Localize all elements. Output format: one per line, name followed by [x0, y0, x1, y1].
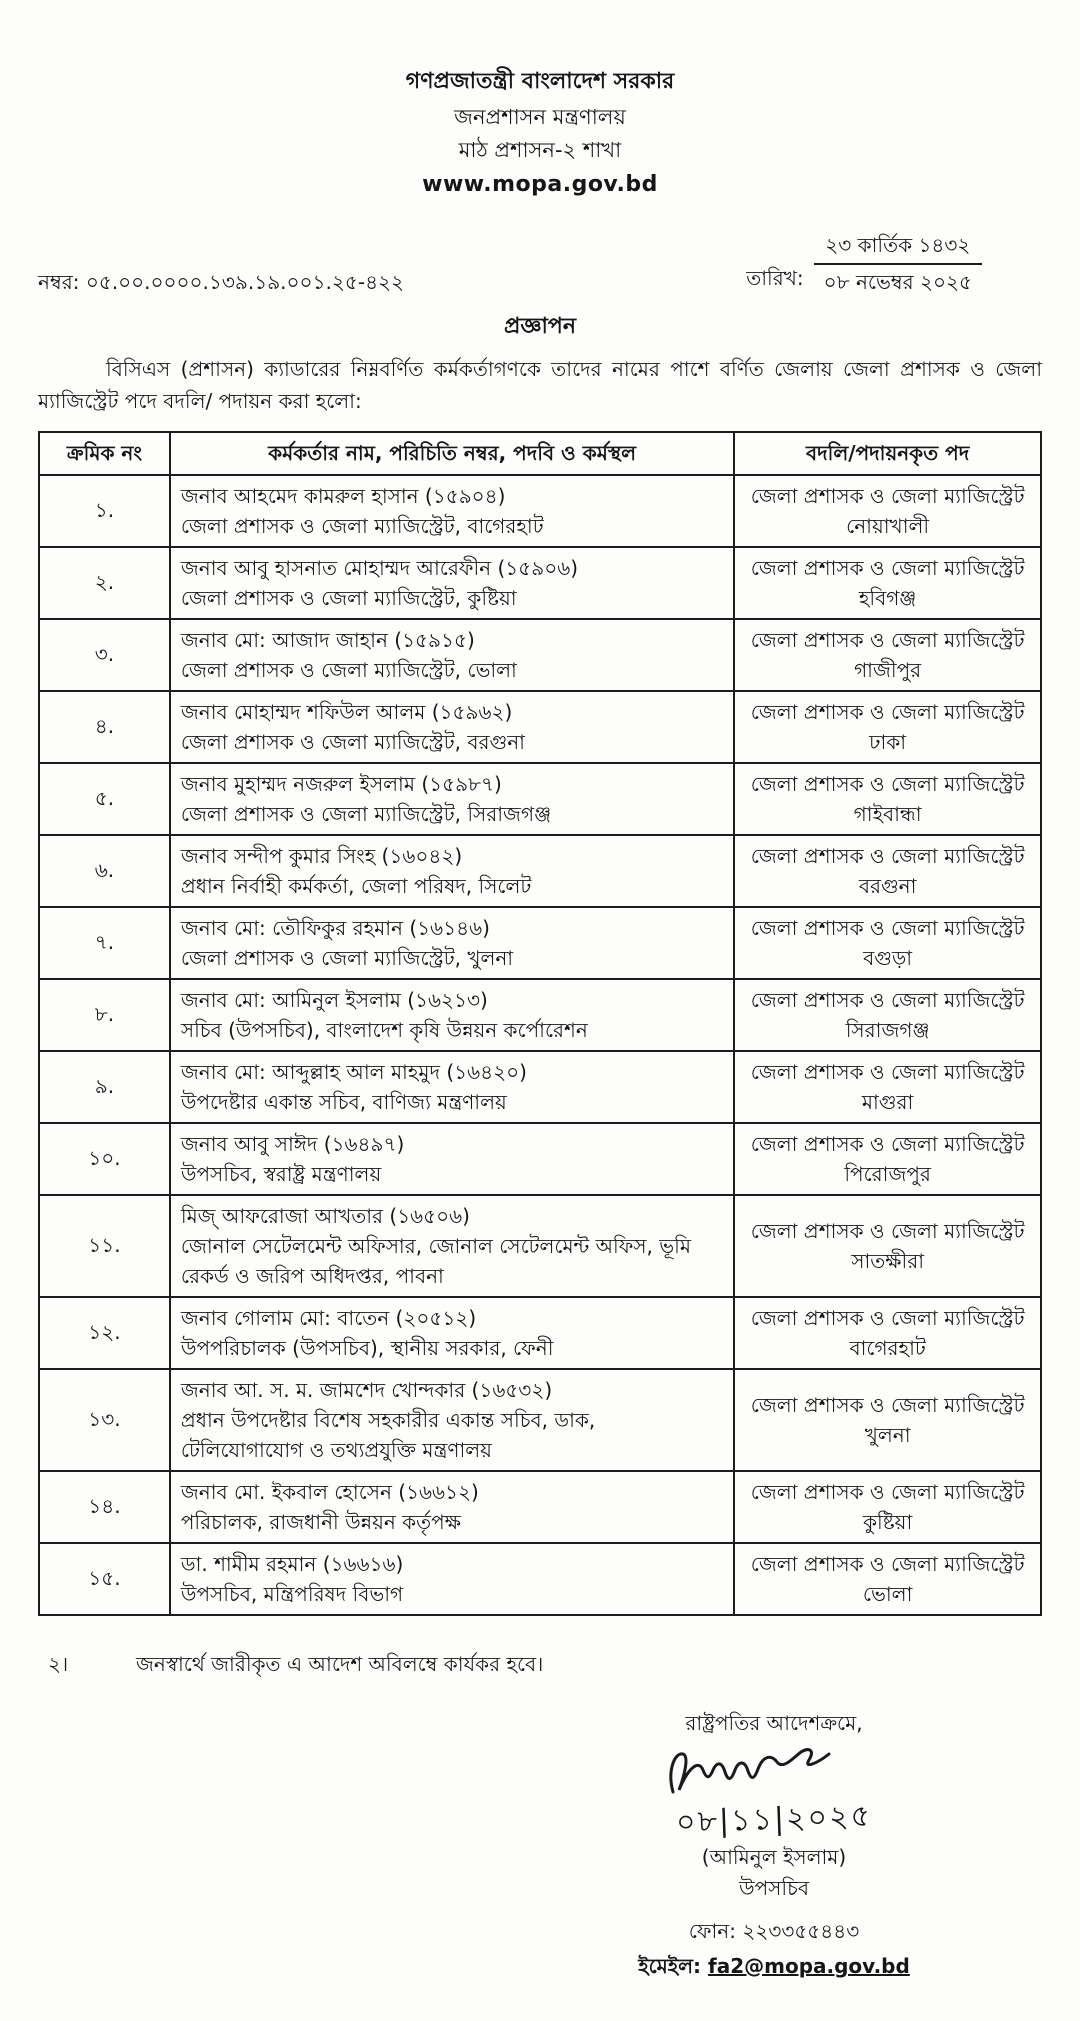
- serial-number: ১৫.: [39, 1543, 170, 1615]
- header-officer-details: কর্মকর্তার নাম, পরিচিতি নম্বর, পদবি ও কর্মস্থল: [170, 432, 734, 475]
- serial-number: ৫.: [39, 763, 170, 835]
- new-post-line: বগুড়া: [863, 945, 913, 970]
- phone-number: ২২৩৩৫৫৪৪৩: [742, 1919, 860, 1944]
- new-post-line: জেলা প্রশাসক ও জেলা ম্যাজিস্ট্রেট: [750, 1305, 1025, 1330]
- officer-detail-line: সচিব (উপসচিব), বাংলাদেশ কৃষি উন্নয়ন কর্পোরেশন: [180, 1017, 588, 1042]
- handwritten-date: ০৮|১১|২০২৫: [675, 1798, 873, 1840]
- officer-detail-line: জনাব আবু সাঈদ (১৬৪৯৭): [180, 1131, 405, 1156]
- closing-text: জনস্বার্থে জারীকৃত এ আদেশ অবিলম্বে কার্যকর হবে।: [136, 1651, 544, 1676]
- serial-number: ৮.: [39, 979, 170, 1051]
- table-row: [39, 835, 1041, 907]
- new-post-cell: [734, 763, 1041, 835]
- memo-number-label: নম্বর:: [38, 269, 80, 294]
- table-row: [39, 547, 1041, 619]
- memo-meta-row: [38, 231, 1042, 297]
- new-post-cell: [734, 547, 1041, 619]
- new-post-line: ঢাকা: [869, 729, 907, 754]
- new-post-line: জেলা প্রশাসক ও জেলা ম্যাজিস্ট্রেট: [750, 555, 1025, 580]
- ministry-website: www.mopa.gov.bd: [422, 171, 658, 197]
- table-row: [39, 691, 1041, 763]
- serial-number: ১.: [39, 475, 170, 547]
- new-post-line: জেলা প্রশাসক ও জেলা ম্যাজিস্ট্রেট: [750, 771, 1025, 796]
- new-post-line: কুষ্টিয়া: [862, 1509, 913, 1534]
- header-serial: ক্রমিক নং: [39, 432, 170, 475]
- new-post-line: জেলা প্রশাসক ও জেলা ম্যাজিস্ট্রেট: [750, 1218, 1025, 1243]
- officer-details-cell: [170, 763, 734, 835]
- officer-detail-line: জেলা প্রশাসক ও জেলা ম্যাজিস্ট্রেট, বরগুনা: [180, 729, 525, 754]
- officer-detail-line: মিজ্ আফরোজা আখতার (১৬৫০৬): [180, 1203, 470, 1228]
- serial-number: ১২.: [39, 1297, 170, 1369]
- signature-block: [554, 1709, 994, 1982]
- government-name: গণপ্রজাতন্ত্রী বাংলাদেশ সরকার: [405, 69, 675, 94]
- officer-detail-line: জোনাল সেটেলমেন্ট অফিসার, জোনাল সেটেলমেন্ট অফিস, ভূমি রেকর্ড ও জরিপ অধিদপ্তর, পাবনা: [180, 1233, 691, 1288]
- table-row: [39, 1543, 1041, 1615]
- closing-paragraph: [38, 1650, 1042, 1679]
- new-post-line: জেলা প্রশাসক ও জেলা ম্যাজিস্ট্রেট: [750, 987, 1025, 1012]
- serial-number: ১৩.: [39, 1369, 170, 1471]
- new-post-cell: [734, 1471, 1041, 1543]
- officer-detail-line: পরিচালক, রাজধানী উন্নয়ন কর্তৃপক্ষ: [180, 1509, 461, 1534]
- memo-number: [38, 268, 404, 297]
- officer-detail-line: জনাব মুহাম্মদ নজরুল ইসলাম (১৫৯৮৭): [180, 771, 502, 796]
- table-row: [39, 763, 1041, 835]
- table-header-row: [39, 432, 1041, 475]
- new-post-cell: [734, 835, 1041, 907]
- table-row: [39, 979, 1041, 1051]
- new-post-line: হবিগঞ্জ: [858, 585, 917, 610]
- officer-details-cell: [170, 1195, 734, 1297]
- date-bangla: ২৩ কার্তিক ১৪৩২: [814, 231, 982, 265]
- new-post-line: নোয়াখালী: [846, 513, 930, 538]
- serial-number: ৬.: [39, 835, 170, 907]
- email-link[interactable]: fa2@mopa.gov.bd: [708, 1954, 910, 1979]
- table-row: [39, 619, 1041, 691]
- officer-detail-line: উপপরিচালক (উপসচিব), স্থানীয় সরকার, ফেনী: [180, 1335, 554, 1360]
- officer-detail-line: জনাব মো: আমিনুল ইসলাম (১৬২১৩): [180, 987, 488, 1012]
- serial-number: ৪.: [39, 691, 170, 763]
- closing-number: ২।: [48, 1651, 69, 1676]
- serial-number: ৩.: [39, 619, 170, 691]
- new-post-line: জেলা প্রশাসক ও জেলা ম্যাজিস্ট্রেট: [750, 915, 1025, 940]
- new-post-line: খুলনা: [864, 1422, 911, 1447]
- table-row: [39, 1471, 1041, 1543]
- officer-details-cell: [170, 475, 734, 547]
- email-label: ইমেইল:: [638, 1954, 702, 1979]
- officers-table-body: [39, 475, 1041, 1615]
- letterhead: [38, 66, 1042, 201]
- intro-paragraph: বিসিএস (প্রশাসন) ক্যাডারের নিম্নবর্ণিত কর্মকর্তাগণকে তাদের নামের পাশে বর্ণিত জেলায় জেলা প্রশাসক ও জেলা ম্যাজিস্ট্রেট পদে বদলি/ পদায়ন করা হলো:: [38, 356, 1042, 413]
- officer-detail-line: প্রধান উপদেষ্টার বিশেষ সহকারীর একান্ত সচিব, ডাক, টেলিযোগাযোগ ও তথ্যপ্রযুক্তি মন্ত্রণালয়: [180, 1407, 596, 1462]
- memo-number-value: ০৫.০০.০০০০.১৩৯.১৯.০০১.২৫-৪২২: [85, 269, 405, 294]
- officer-details-cell: [170, 979, 734, 1051]
- officer-detail-line: প্রধান নির্বাহী কর্মকর্তা, জেলা পরিষদ, সিলেট: [180, 873, 532, 898]
- officer-detail-line: উপদেষ্টার একান্ত সচিব, বাণিজ্য মন্ত্রণালয়: [180, 1089, 507, 1114]
- officer-details-cell: [170, 1471, 734, 1543]
- officer-detail-line: জেলা প্রশাসক ও জেলা ম্যাজিস্ট্রেট, ভোলা: [180, 657, 517, 682]
- date-fraction: [814, 231, 982, 297]
- header-new-post: বদলি/পদায়নকৃত পদ: [734, 432, 1041, 475]
- phone-label: ফোন:: [688, 1919, 736, 1944]
- new-post-line: জেলা প্রশাসক ও জেলা ম্যাজিস্ট্রেট: [750, 1479, 1025, 1504]
- officer-detail-line: জেলা প্রশাসক ও জেলা ম্যাজিস্ট্রেট, বাগেরহাট: [180, 513, 544, 538]
- officer-details-cell: [170, 619, 734, 691]
- table-row: [39, 1051, 1041, 1123]
- officer-details-cell: [170, 1543, 734, 1615]
- table-row: [39, 1369, 1041, 1471]
- new-post-line: বরগুনা: [858, 873, 917, 898]
- officer-detail-line: উপসচিব, মন্ত্রিপরিষদ বিভাগ: [180, 1581, 404, 1606]
- new-post-cell: [734, 1123, 1041, 1195]
- new-post-cell: [734, 1051, 1041, 1123]
- officer-details-cell: [170, 835, 734, 907]
- new-post-cell: [734, 907, 1041, 979]
- branch-name: মাঠ প্রশাসন-২ শাখা: [458, 138, 622, 163]
- new-post-cell: [734, 1369, 1041, 1471]
- by-order-text: রাষ্ট্রপতির আদেশক্রমে,: [685, 1710, 863, 1735]
- new-post-line: গাজীপুর: [854, 657, 922, 682]
- table-row: [39, 1297, 1041, 1369]
- officer-details-cell: [170, 1123, 734, 1195]
- officer-detail-line: জেলা প্রশাসক ও জেলা ম্যাজিস্ট্রেট, সিরাজগঞ্জ: [180, 801, 552, 826]
- new-post-line: জেলা প্রশাসক ও জেলা ম্যাজিস্ট্রেট: [750, 1392, 1025, 1417]
- new-post-cell: [734, 979, 1041, 1051]
- serial-number: ৭.: [39, 907, 170, 979]
- table-row: [39, 475, 1041, 547]
- serial-number: ১৪.: [39, 1471, 170, 1543]
- officer-detail-line: জনাব মো. ইকবাল হোসেন (১৬৬১২): [180, 1479, 479, 1504]
- new-post-cell: [734, 1543, 1041, 1615]
- officer-detail-line: জনাব সন্দীপ কুমার সিংহ (১৬০৪২): [180, 843, 463, 868]
- officer-detail-line: ডা. শামীম রহমান (১৬৬১৬): [180, 1551, 404, 1576]
- officer-detail-line: জনাব গোলাম মো: বাতেন (২০৫১২): [180, 1305, 477, 1330]
- new-post-cell: [734, 691, 1041, 763]
- date-block: [746, 231, 1042, 297]
- officer-details-cell: [170, 691, 734, 763]
- new-post-line: মাগুরা: [861, 1089, 914, 1114]
- officer-details-cell: [170, 1369, 734, 1471]
- date-label: তারিখ:: [746, 265, 804, 290]
- new-post-line: জেলা প্রশাসক ও জেলা ম্যাজিস্ট্রেট: [750, 1131, 1025, 1156]
- new-post-line: জেলা প্রশাসক ও জেলা ম্যাজিস্ট্রেট: [750, 483, 1025, 508]
- officer-detail-line: জেলা প্রশাসক ও জেলা ম্যাজিস্ট্রেট, কুষ্টিয়া: [180, 585, 517, 610]
- phone-line: [554, 1917, 994, 1946]
- table-row: [39, 907, 1041, 979]
- new-post-line: জেলা প্রশাসক ও জেলা ম্যাজিস্ট্রেট: [750, 699, 1025, 724]
- officer-details-cell: [170, 1051, 734, 1123]
- new-post-line: সিরাজগঞ্জ: [845, 1017, 930, 1042]
- signatory-name: (আমিনুল ইসলাম): [701, 1845, 847, 1870]
- new-post-cell: [734, 1195, 1041, 1297]
- officer-detail-line: জনাব মো: আজাদ জাহান (১৫৯১৫): [180, 627, 475, 652]
- new-post-cell: [734, 475, 1041, 547]
- table-row: [39, 1123, 1041, 1195]
- officer-details-cell: [170, 1297, 734, 1369]
- transfer-table: [38, 431, 1042, 1616]
- officer-details-cell: [170, 547, 734, 619]
- officer-detail-line: জনাব আহমেদ কামরুল হাসান (১৫৯০৪): [180, 483, 506, 508]
- new-post-line: জেলা প্রশাসক ও জেলা ম্যাজিস্ট্রেট: [750, 627, 1025, 652]
- new-post-line: পিরোজপুর: [844, 1161, 931, 1186]
- new-post-line: বাগেরহাট: [849, 1335, 926, 1360]
- signatory-designation: উপসচিব: [738, 1876, 809, 1901]
- serial-number: ১০.: [39, 1123, 170, 1195]
- officer-detail-line: জনাব মো: আব্দুল্লাহ আল মাহমুদ (১৬৪২০): [180, 1059, 527, 1084]
- ministry-name: জনপ্রশাসন মন্ত্রণালয়: [454, 104, 626, 129]
- new-post-line: জেলা প্রশাসক ও জেলা ম্যাজিস্ট্রেট: [750, 1551, 1025, 1576]
- email-line: [554, 1952, 994, 1981]
- officer-detail-line: জনাব মোহাম্মদ শফিউল আলম (১৫৯৬২): [180, 699, 513, 724]
- serial-number: ১১.: [39, 1195, 170, 1297]
- new-post-cell: [734, 1297, 1041, 1369]
- officer-detail-line: উপসচিব, স্বরাষ্ট্র মন্ত্রণালয়: [180, 1161, 382, 1186]
- officer-detail-line: জেলা প্রশাসক ও জেলা ম্যাজিস্ট্রেট, খুলনা: [180, 945, 514, 970]
- new-post-line: গাইবান্ধা: [853, 801, 922, 826]
- serial-number: ৯.: [39, 1051, 170, 1123]
- officer-detail-line: জনাব আ. স. ম. জামশেদ খোন্দকার (১৬৫৩২): [180, 1377, 553, 1402]
- new-post-line: সাতক্ষীরা: [851, 1248, 924, 1273]
- new-post-line: জেলা প্রশাসক ও জেলা ম্যাজিস্ট্রেট: [750, 843, 1025, 868]
- new-post-cell: [734, 619, 1041, 691]
- new-post-line: ভোলা: [862, 1581, 913, 1606]
- serial-number: ২.: [39, 547, 170, 619]
- table-row: [39, 1195, 1041, 1297]
- date-gregorian: ০৮ নভেম্বর ২০২৫: [823, 269, 972, 294]
- officer-detail-line: জনাব মো: তৌফিকুর রহমান (১৬১৪৬): [180, 915, 490, 940]
- document-title: প্রজ্ঞাপন: [504, 313, 576, 339]
- new-post-line: জেলা প্রশাসক ও জেলা ম্যাজিস্ট্রেট: [750, 1059, 1025, 1084]
- officer-detail-line: জনাব আবু হাসনাত মোহাম্মদ আরেফীন (১৫৯০৬): [180, 555, 579, 580]
- officer-details-cell: [170, 907, 734, 979]
